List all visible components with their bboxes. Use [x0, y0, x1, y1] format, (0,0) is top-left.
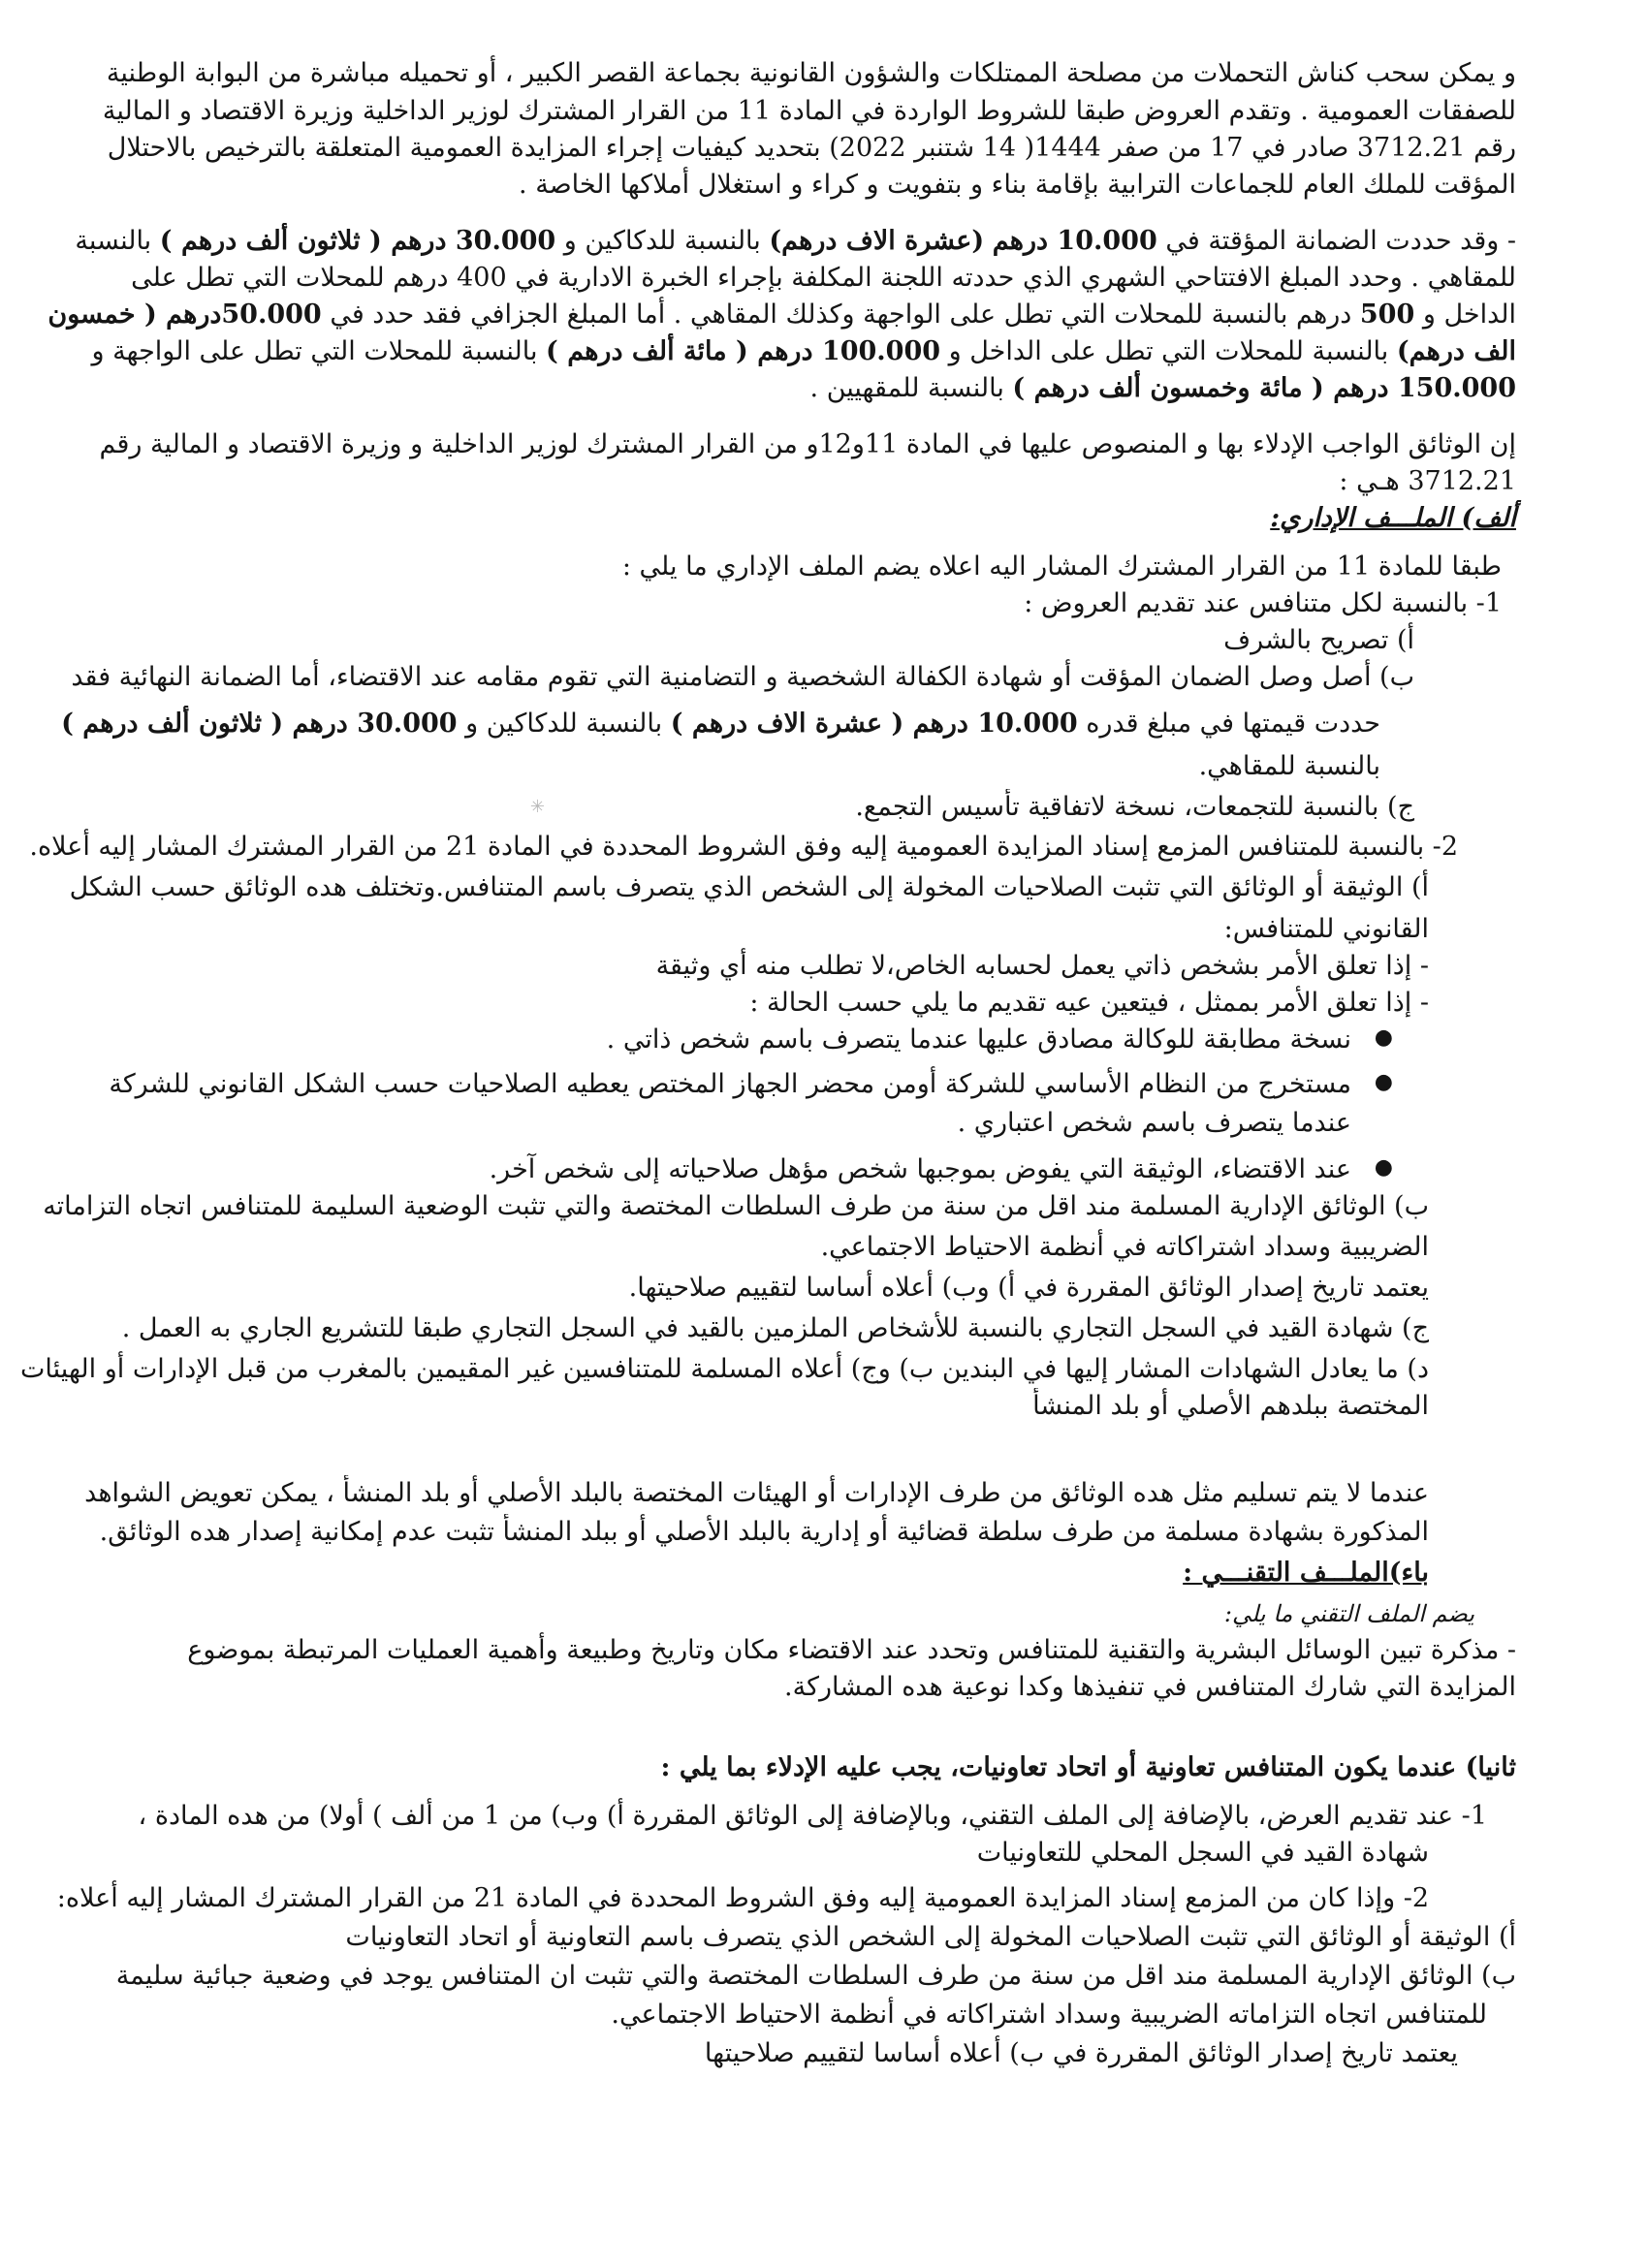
amount-guarantee-cafes: 30.000 درهم ( ثلاثون ألف درهم ): [159, 226, 556, 256]
section-alif-item-1c: ج) بالنسبة للتجمعات، نسخة لاتفاقية تأسيس التجمع.: [855, 792, 1414, 822]
amount-500: 500: [1359, 299, 1415, 330]
section-ba-subtitle: يضم الملف التقني ما يلي:: [1223, 1600, 1474, 1627]
text: حددت قيمتها في مبلغ قدره: [1077, 709, 1380, 739]
paragraph-1-line-2: للصفقات العمومية . وتقدم العروض طبقا للشروط الواردة في المادة 11 من القرار المشترك لوزير الداخلية وزيرة الاقتصاد و المالية: [102, 96, 1516, 126]
amount-50000-words: الف درهم): [1396, 336, 1516, 366]
paragraph-2-line-3: [0, 297, 1647, 333]
amount-100000: 100.000 درهم ( مائة ألف درهم ): [546, 336, 941, 366]
section-alif-intro: طبقا للمادة 11 من القرار المشترك المشار اليه اعلاه يضم الملف الإداري ما يلي :: [621, 551, 1502, 582]
paragraph-3-line-1: إن الوثائق الواجب الإدلاء بها و المنصوص عليها في المادة 11و12و من القرار المشترك لوزير الداخلية و وزيرة الاقتصاد و المالية رقم: [99, 429, 1516, 459]
text: [984, 226, 993, 256]
amount-guarantee-shops: 10.000 درهم: [992, 226, 1157, 256]
section-ba-line-1: - مذكرة تبين الوسائل البشرية والتقنية للمتنافس وتحدد عند الاقتضاء مكان وتاريخ وطبيعة وأهمية العمليات المرتبطة بموضوع: [187, 1635, 1516, 1665]
paragraph-1-line-1: و يمكن سحب كناش التحملات من مصلحة الممتلكات والشؤون القانونية بجماعة القصر الكبير ، أو تحميله مباشرة من البوابة الوطنية: [106, 58, 1516, 88]
section-alif-item-2d-line-1: د) ما يعادل الشهادات المشار إليها في البندين ب) وج) أعلاه المسلمة للمتنافسين غير المقيمين بالمغرب من قبل الإدارات أو الهيئات: [20, 1354, 1429, 1384]
section-alif-item-1a: أ) تصريح بالشرف: [1223, 625, 1414, 655]
bullet-icon: ●: [1374, 1070, 1393, 1094]
paragraph-2-line-2: للمقاهي . وحدد المبلغ الافتتاحي الشهري الذي حددته اللجنة المكلفة بإجراء الخبرة الادارية في 400 درهم للمحلات التي تطل على: [131, 263, 1516, 293]
section-alif-item-1b-line-2: [0, 706, 1647, 742]
amount-50000: 50.000درهم ( خمسون: [48, 299, 322, 330]
final-guarantee-cafes: 30.000 درهم ( ثلاثون ألف درهم ): [61, 709, 458, 739]
section-alif-item-2a-line-2: القانوني للمتنافس:: [1223, 914, 1429, 944]
section-thania-item-2b-line-2: للمتنافس اتجاه التزاماته الضريبية وسداد اشتراكاته في أنظمة الاحتياط الاجتماعي.: [611, 2000, 1487, 2030]
paragraph-1-line-3: رقم 3712.21 صادر في 17 من صفر 1444( 14 شتنبر 2022) بتحديد كيفيات إجراء المزايدة العمومية المتعلقة بالترخيص بالاحتلال: [107, 133, 1516, 163]
amount-guarantee-shops-words: (عشرة الاف درهم): [769, 226, 985, 256]
section-alif-bullet-3: عند الاقتضاء، الوثيقة التي يفوض بموجبها شخص مؤهل صلاحياته إلى شخص آخر.: [489, 1154, 1351, 1184]
section-alif-dash-1: - إذا تعلق الأمر بشخص ذاتي يعمل لحسابه الخاص،لا تطلب منه أي وثيقة: [655, 951, 1429, 981]
text: بالنسبة: [75, 226, 160, 256]
section-thania-item-2: 2- وإذا كان من المزمع إسناد المزايدة العمومية إليه وفق الشروط المحددة في المادة 21 من القرار المشترك المشار إليه أعلاه:: [56, 1883, 1429, 1913]
paragraph-2-line-5: [0, 370, 1647, 407]
section-thania-item-2b-line-3: يعتمد تاريخ إصدار الوثائق المقررة في ب) أعلاه أساسا لتقييم صلاحيتها: [704, 2038, 1458, 2068]
section-administrative-file-title: ألف) الملـــف الإداري:: [1270, 503, 1516, 533]
section-alif-item-2b-line-2: الضريبية وسداد اشتراكاته في أنظمة الاحتياط الاجتماعي.: [820, 1232, 1429, 1262]
text: بالنسبة للمقهيين .: [809, 373, 1013, 403]
section-thania-item-2b-line-1: ب) الوثائق الإدارية المسلمة مند اقل من سنة من طرف السلطات المختصة والتي تثبت ان المتنافس يوجد في وضعية جبائية سليمة: [115, 1961, 1516, 1991]
section-alif-item-1b-line-3: بالنسبة للمقاهي.: [1198, 751, 1380, 781]
text: بالنسبة للدكاكين و: [457, 709, 671, 739]
section-alif-bullet-2-line-2: عندما يتصرف باسم شخص اعتباري .: [957, 1108, 1351, 1138]
section-alif-item-1b-line-1: ب) أصل وصل الضمان المؤقت أو شهادة الكفالة الشخصية و التضامنية التي تقوم مقامه عند الاقتضاء، أما الضمانة النهائية فقد: [71, 662, 1414, 692]
section-thania-item-2a: أ) الوثيقة أو الوثائق التي تثبت الصلاحيات المخولة إلى الشخص الذي يتصرف باسم التعاونية أو اتحاد التعاونيات: [345, 1922, 1516, 1952]
section-alif-item-2b-line-3: يعتمد تاريخ إصدار الوثائق المقررة في أ) وب) أعلاه أساسا لتقييم صلاحيتها.: [628, 1273, 1429, 1303]
paragraph-1-line-4: المؤقت للملك العام للجماعات الترابية بإقامة بناء و بتفويت و كراء و استغلال أملاكها الخاصة .: [519, 170, 1516, 200]
section-alif-item-1: 1- بالنسبة لكل متنافس عند تقديم العروض :: [1024, 588, 1502, 618]
section-alif-note-line-2: المذكورة بشهادة مسلمة من طرف سلطة قضائية أو إدارية بالبلد الأصلي أو ببلد المنشأ تثبت عدم إمكانية إصدار هده الوثائق.: [99, 1517, 1429, 1547]
text: - وقد حددت الضمانة المؤقتة في: [1156, 226, 1516, 256]
section-alif-bullet-1: نسخة مطابقة للوكالة مصادق عليها عندما يتصرف باسم شخص ذاتي .: [606, 1024, 1351, 1055]
section-ba-line-2: المزايدة التي شارك المتنافس في تنفيذها وكدا نوعية هده المشاركة.: [784, 1672, 1516, 1702]
section-alif-item-2: 2- بالنسبة للمتنافس المزمع إسناد المزايدة العمومية إليه وفق الشروط المحددة في المادة 21 من القرار المشترك المشار إليه أعلاه.: [29, 832, 1458, 862]
amount-150000: 150.000 درهم ( مائة وخمسون ألف درهم ): [1012, 373, 1516, 403]
section-alif-item-2b-line-1: ب) الوثائق الإدارية المسلمة مند اقل من سنة من طرف السلطات المختصة والتي تثبت الوضعية السليمة للمتنافس اتجاه التزاماته: [43, 1191, 1429, 1221]
section-cooperatives-title: ثانيا) عندما يكون المتنافس تعاونية أو اتحاد تعاونيات، يجب عليه الإدلاء بما يلي :: [660, 1752, 1516, 1782]
text: درهم بالنسبة للمحلات التي تطل على الواجهة وكذلك المقاهي . أما المبلغ الجزافي فقد حدد في: [321, 299, 1360, 330]
section-thania-item-1-line-2: شهادة القيد في السجل المحلي للتعاونيات: [976, 1838, 1429, 1868]
section-alif-note-line-1: عندما لا يتم تسليم مثل هده الوثائق من طرف الإدارات أو الهيئات المختصة بالبلد الأصلي أو بلد المنشأ ، يمكن تعويض الشواهد: [84, 1478, 1429, 1508]
text: الداخل و: [1414, 299, 1516, 330]
final-guarantee-shops: 10.000 درهم ( عشرة الاف درهم ): [670, 709, 1078, 739]
text: بالنسبة للمحلات التي تطل على الواجهة و: [91, 336, 547, 366]
section-alif-item-2c: ج) شهادة القيد في السجل التجاري بالنسبة للأشخاص الملزمين بالقيد في السجل التجاري طبقا للتشريع الجاري به العمل .: [121, 1313, 1429, 1343]
section-alif-bullet-2-line-1: مستخرج من النظام الأساسي للشركة أومن محضر الجهاز المختص يعطيه الصلاحيات حسب الشكل القانوني للشركة: [109, 1069, 1351, 1099]
scan-artifact-icon: ✳: [529, 797, 545, 817]
section-thania-item-1-line-1: 1- عند تقديم العرض، بالإضافة إلى الملف التقني، وبالإضافة إلى الوثائق المقررة أ) وب) من 1 من ألف ) أولا) من هده المادة ،: [138, 1801, 1487, 1831]
text: بالنسبة للمحلات التي تطل على الداخل و: [940, 336, 1397, 366]
bullet-icon: ●: [1374, 1155, 1393, 1180]
section-alif-item-2a-line-1: أ) الوثيقة أو الوثائق التي تثبت الصلاحيات المخولة إلى الشخص الذي يتصرف باسم المتنافس.وتختلف هده الوثائق حسب الشكل: [69, 872, 1429, 902]
section-alif-dash-2: - إذا تعلق الأمر بممثل ، فيتعين عيه تقديم ما يلي حسب الحالة :: [749, 988, 1429, 1018]
section-technical-file-title: باء)الملـــف التقنـــي :: [1183, 1558, 1429, 1588]
section-alif-item-2d-line-2: المختصة ببلدهم الأصلي أو بلد المنشأ: [1032, 1391, 1429, 1421]
paragraph-2-line-4: [0, 333, 1647, 370]
bullet-icon: ●: [1374, 1025, 1393, 1050]
paragraph-3-line-2: 3712.21 هـي :: [1339, 466, 1516, 496]
paragraph-2-line-1: [0, 223, 1647, 260]
text: بالنسبة للدكاكين و: [555, 226, 770, 256]
